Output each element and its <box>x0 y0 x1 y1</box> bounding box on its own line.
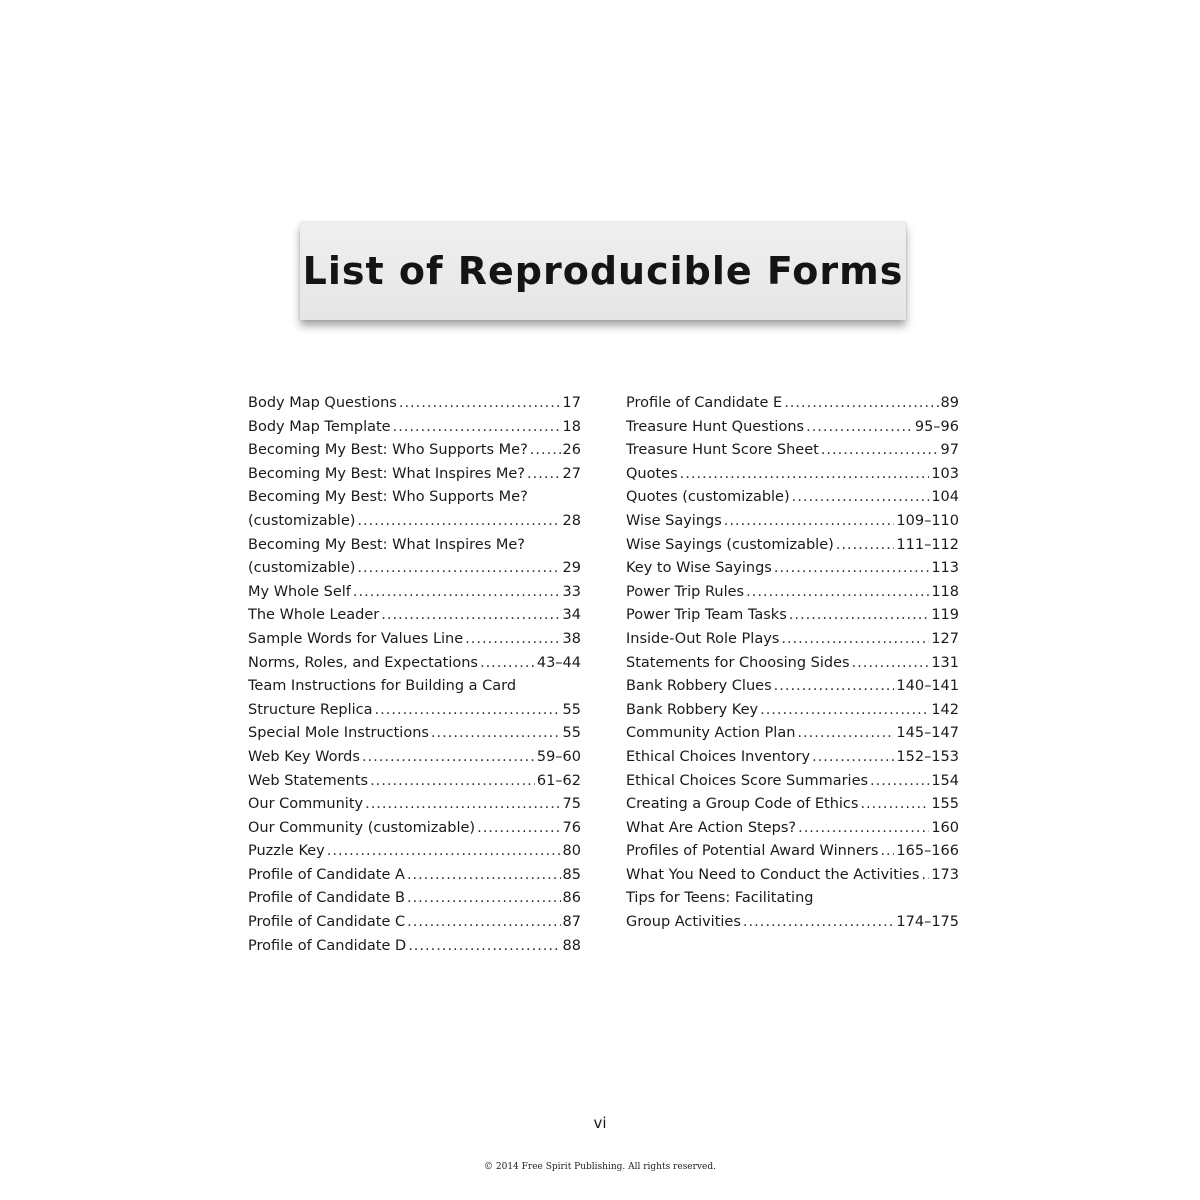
toc-entry-page: 95–96 <box>914 418 959 435</box>
toc-entry <box>626 557 959 581</box>
dot-leader <box>870 770 929 794</box>
toc-entry <box>626 416 959 440</box>
toc-entry-line <box>248 652 581 676</box>
dot-leader <box>393 416 561 440</box>
toc-entry-line <box>248 911 581 935</box>
toc-entry-line <box>626 416 959 440</box>
toc-entry-page: 142 <box>931 701 959 718</box>
toc-entry-title: Becoming My Best: Who Supports Me? <box>248 489 528 506</box>
toc-entry-title: Our Community (customizable) <box>248 819 476 836</box>
toc-entry-page: 88 <box>562 937 581 954</box>
title-banner <box>300 222 906 320</box>
toc-entry-title: What You Need to Conduct the Activities <box>626 866 920 883</box>
toc-entry-page: 113 <box>931 560 959 577</box>
toc-entry <box>248 722 581 746</box>
toc-entry-page: 61–62 <box>536 772 581 789</box>
toc-entry <box>626 439 959 463</box>
toc-entry-line <box>626 675 959 699</box>
toc-entry-title: Statements for Choosing Sides <box>626 654 850 671</box>
toc-entry-line <box>248 604 581 628</box>
toc-entry-page: 76 <box>562 819 581 836</box>
toc-entry-line <box>626 840 959 864</box>
toc-entry-page: 75 <box>562 796 581 813</box>
toc-entry-page: 17 <box>562 395 581 411</box>
dot-leader <box>362 746 535 770</box>
toc-entry <box>626 534 959 558</box>
toc-entry-page: 173 <box>931 866 959 883</box>
toc-entry <box>248 534 581 581</box>
toc-entry-title: Tips for Teens: Facilitating <box>626 890 814 907</box>
toc-entry <box>626 628 959 652</box>
toc-entry <box>248 486 581 533</box>
toc-entry-line <box>626 887 959 911</box>
toc-entry-title: Puzzle Key <box>248 843 325 860</box>
toc-entry-page: 18 <box>562 418 581 435</box>
toc-entry-title: Team Instructions for Building a Card <box>248 678 517 695</box>
toc-entry <box>248 439 581 463</box>
dot-leader <box>353 581 561 605</box>
toc-entry <box>626 864 959 888</box>
toc-entry-page: 145–147 <box>896 725 959 742</box>
toc-entry <box>626 392 959 416</box>
toc-entry-line <box>626 557 959 581</box>
toc-entry-page: 152–153 <box>896 748 959 765</box>
dot-leader <box>407 887 561 911</box>
toc-entry-page: 109–110 <box>896 512 959 529</box>
toc-entry-title: The Whole Leader <box>248 607 380 624</box>
dot-leader <box>792 486 930 510</box>
toc-entry-title: Quotes <box>626 465 678 482</box>
toc-entry-title: Power Trip Team Tasks <box>626 607 787 624</box>
dot-leader <box>798 817 929 841</box>
toc-entry-page: 85 <box>562 866 581 883</box>
toc-entry <box>248 604 581 628</box>
toc-entry-page: 140–141 <box>896 678 959 695</box>
toc-entry <box>626 581 959 605</box>
toc-entry-line <box>248 628 581 652</box>
toc-entry-title: Becoming My Best: What Inspires Me? <box>248 536 525 553</box>
toc-entry-title: Body Map Template <box>248 418 391 435</box>
toc-entry-line <box>248 534 581 558</box>
toc-entry-title: Norms, Roles, and Expectations <box>248 654 478 671</box>
toc-entry <box>626 817 959 841</box>
toc-entry-line <box>248 463 581 487</box>
dot-leader <box>774 675 895 699</box>
toc-entry-title: Body Map Questions <box>248 395 397 411</box>
toc-entry-page: 38 <box>562 630 581 647</box>
dot-leader <box>408 935 560 959</box>
toc-entry <box>248 817 581 841</box>
toc-entry-page: 27 <box>562 465 581 482</box>
toc-entry-line <box>248 887 581 911</box>
dot-leader <box>465 628 560 652</box>
toc-entry <box>626 887 959 934</box>
toc-entry <box>248 746 581 770</box>
toc-entry <box>248 463 581 487</box>
toc-entry-page: 103 <box>931 465 959 482</box>
toc-entry-line <box>248 439 581 463</box>
page-number: vi <box>593 1114 607 1132</box>
toc-entry-title: Profile of Candidate A <box>248 866 405 883</box>
dot-leader <box>797 722 894 746</box>
toc-entry-page: 174–175 <box>896 914 959 931</box>
toc-entry <box>248 864 581 888</box>
toc-entry <box>248 392 581 416</box>
dot-leader <box>530 439 561 463</box>
toc-right-column <box>626 392 959 935</box>
toc-entry <box>626 486 959 510</box>
toc-entry-line <box>248 935 581 959</box>
dot-leader <box>407 911 560 935</box>
toc-entry-title: Becoming My Best: What Inspires Me? <box>248 465 525 482</box>
toc-entry-line <box>626 793 959 817</box>
toc-entry-title: Web Key Words <box>248 748 360 765</box>
toc-entry-line <box>626 604 959 628</box>
dot-leader <box>680 463 930 487</box>
dot-leader <box>381 604 560 628</box>
toc-entry-title: Profile of Candidate B <box>248 890 405 907</box>
toc-entry-title: Group Activities <box>626 914 741 931</box>
toc-entry-title: Wise Sayings <box>626 512 722 529</box>
toc-entry <box>248 793 581 817</box>
toc-entry-title: Web Statements <box>248 772 369 789</box>
dot-leader <box>774 557 929 581</box>
toc-entry-title: Community Action Plan <box>626 725 796 742</box>
dot-leader <box>836 534 895 558</box>
toc-entry-title: Our Community <box>248 796 364 813</box>
dot-leader <box>781 628 929 652</box>
toc-entry-line <box>248 817 581 841</box>
toc-entry-page: 127 <box>931 630 959 647</box>
toc-entry-title: Key to Wise Sayings <box>626 560 772 577</box>
toc-entry-title: Inside-Out Role Plays <box>626 630 780 647</box>
dot-leader <box>407 864 561 888</box>
toc-entry-title: Profile of Candidate E <box>626 395 783 411</box>
dot-leader <box>743 911 894 935</box>
toc-entry-title: Bank Robbery Key <box>626 701 759 718</box>
toc-entry <box>248 675 581 722</box>
toc-entry <box>626 770 959 794</box>
dot-leader <box>789 604 930 628</box>
toc-entry-title: Ethical Choices Score Summaries <box>626 772 869 789</box>
dot-leader <box>760 699 929 723</box>
toc-entry-line <box>248 746 581 770</box>
dot-leader <box>431 722 561 746</box>
toc-entry-page: 160 <box>931 819 959 836</box>
toc-entry-line <box>248 581 581 605</box>
toc-entry-title: Ethical Choices Inventory <box>626 748 811 765</box>
toc-entry-title: Power Trip Rules <box>626 583 745 600</box>
toc-left-column <box>248 392 581 958</box>
toc-entry-line <box>626 699 959 723</box>
dot-leader <box>480 652 535 676</box>
toc-entry <box>248 770 581 794</box>
toc-entry-line <box>626 463 959 487</box>
page-title: List of Reproducible Forms <box>302 249 904 293</box>
toc-entry-line <box>626 628 959 652</box>
toc-entry-page: 104 <box>931 489 959 506</box>
toc-entry-line <box>248 793 581 817</box>
dot-leader <box>821 439 939 463</box>
toc-entry-page: 118 <box>931 583 959 600</box>
toc-entry-title: Treasure Hunt Questions <box>626 418 805 435</box>
toc-entry <box>248 581 581 605</box>
toc-entry-title: Structure Replica <box>248 701 373 718</box>
toc-entry-page: 26 <box>562 442 581 459</box>
dot-leader <box>806 416 913 440</box>
dot-leader <box>746 581 929 605</box>
toc-entry <box>626 699 959 723</box>
toc-entry-line <box>248 416 581 440</box>
toc-entry-page: 119 <box>931 607 959 624</box>
toc-entry-title: Wise Sayings (customizable) <box>626 536 834 553</box>
dot-leader <box>477 817 560 841</box>
toc-entry-page: 89 <box>940 395 959 411</box>
dot-leader <box>357 510 560 534</box>
toc-entry-title: My Whole Self <box>248 583 351 600</box>
toc-entry <box>248 628 581 652</box>
toc-entry <box>626 746 959 770</box>
toc-entry <box>248 887 581 911</box>
toc-entry-line <box>626 486 959 510</box>
dot-leader <box>375 699 561 723</box>
toc-entry <box>626 840 959 864</box>
toc-entry-line <box>248 675 581 699</box>
toc-entry <box>626 463 959 487</box>
toc-entry-page: 59–60 <box>536 748 581 765</box>
toc-entry-line <box>626 746 959 770</box>
toc-entry-page: 34 <box>562 607 581 624</box>
toc-entry-line <box>626 581 959 605</box>
toc-entry-line <box>626 392 959 416</box>
toc-entry-page: 155 <box>931 796 959 813</box>
toc-entry-line <box>248 557 581 581</box>
toc-entry <box>626 510 959 534</box>
toc-entry-page: 131 <box>931 654 959 671</box>
toc-entry <box>626 604 959 628</box>
toc-entry-page: 154 <box>931 772 959 789</box>
toc-entry-page: 43–44 <box>536 654 581 671</box>
toc-entry-page: 86 <box>562 890 581 907</box>
dot-leader <box>812 746 894 770</box>
toc-entry <box>626 652 959 676</box>
dot-leader <box>784 392 938 416</box>
toc-entry <box>626 793 959 817</box>
toc-entry-line <box>626 439 959 463</box>
toc-entry-page: 165–166 <box>896 843 959 860</box>
toc-entry-line <box>248 392 581 416</box>
toc-entry-title: Profile of Candidate D <box>248 937 407 954</box>
toc-entry-line <box>626 534 959 558</box>
toc-entry-line <box>626 817 959 841</box>
dot-leader <box>399 392 561 416</box>
toc-entry-title: Bank Robbery Clues <box>626 678 772 695</box>
toc-entry-title: What Are Action Steps? <box>626 819 797 836</box>
toc-entry-page: 55 <box>562 701 581 718</box>
dot-leader <box>724 510 895 534</box>
toc-entry <box>626 722 959 746</box>
toc-entry-page: 80 <box>562 843 581 860</box>
dot-leader <box>357 557 560 581</box>
toc-entry-title: Treasure Hunt Score Sheet <box>626 442 819 459</box>
dot-leader <box>527 463 561 487</box>
toc-entry-page: 29 <box>562 560 581 577</box>
toc-entry-line <box>248 840 581 864</box>
toc-entry-line <box>626 911 959 935</box>
toc-entry <box>248 652 581 676</box>
toc-entry <box>248 911 581 935</box>
toc-entry-title: (customizable) <box>248 560 356 577</box>
toc-entry-title: (customizable) <box>248 512 356 529</box>
toc-entry-line <box>626 652 959 676</box>
dot-leader <box>370 770 535 794</box>
toc-entry-title: Creating a Group Code of Ethics <box>626 796 859 813</box>
toc-entry-title: Profile of Candidate C <box>248 914 406 931</box>
toc-entry-line <box>248 486 581 510</box>
dot-leader <box>852 652 930 676</box>
toc-entry-title: Special Mole Instructions <box>248 725 429 742</box>
dot-leader <box>860 793 929 817</box>
toc-entry-line <box>248 510 581 534</box>
toc-entry-page: 111–112 <box>896 536 959 553</box>
toc-entry-line <box>626 722 959 746</box>
toc-entry <box>626 675 959 699</box>
toc-entry-line <box>248 770 581 794</box>
toc-entry-page: 97 <box>940 442 959 459</box>
toc-entry-title: Profiles of Potential Award Winners <box>626 843 879 860</box>
toc-entry <box>248 935 581 959</box>
toc-entry-line <box>626 510 959 534</box>
toc-entry-page: 55 <box>562 725 581 742</box>
dot-leader <box>921 864 929 888</box>
toc-entry-line <box>248 864 581 888</box>
toc-entry-page: 28 <box>562 512 581 529</box>
toc-entry-title: Sample Words for Values Line <box>248 630 464 647</box>
dot-leader <box>880 840 894 864</box>
toc-entry-title: Quotes (customizable) <box>626 489 790 506</box>
toc-entry-title: Becoming My Best: Who Supports Me? <box>248 442 528 459</box>
toc-entry <box>248 840 581 864</box>
toc-entry <box>248 416 581 440</box>
toc-entry-line <box>248 699 581 723</box>
dot-leader <box>365 793 560 817</box>
toc-entry-page: 87 <box>562 914 581 931</box>
dot-leader <box>327 840 561 864</box>
toc-entry-line <box>626 864 959 888</box>
toc-entry-page: 33 <box>562 583 581 600</box>
toc-entry-line <box>626 770 959 794</box>
toc-entry-line <box>248 722 581 746</box>
copyright-notice: © 2014 Free Spirit Publishing. All rights reserved. <box>484 1162 716 1172</box>
